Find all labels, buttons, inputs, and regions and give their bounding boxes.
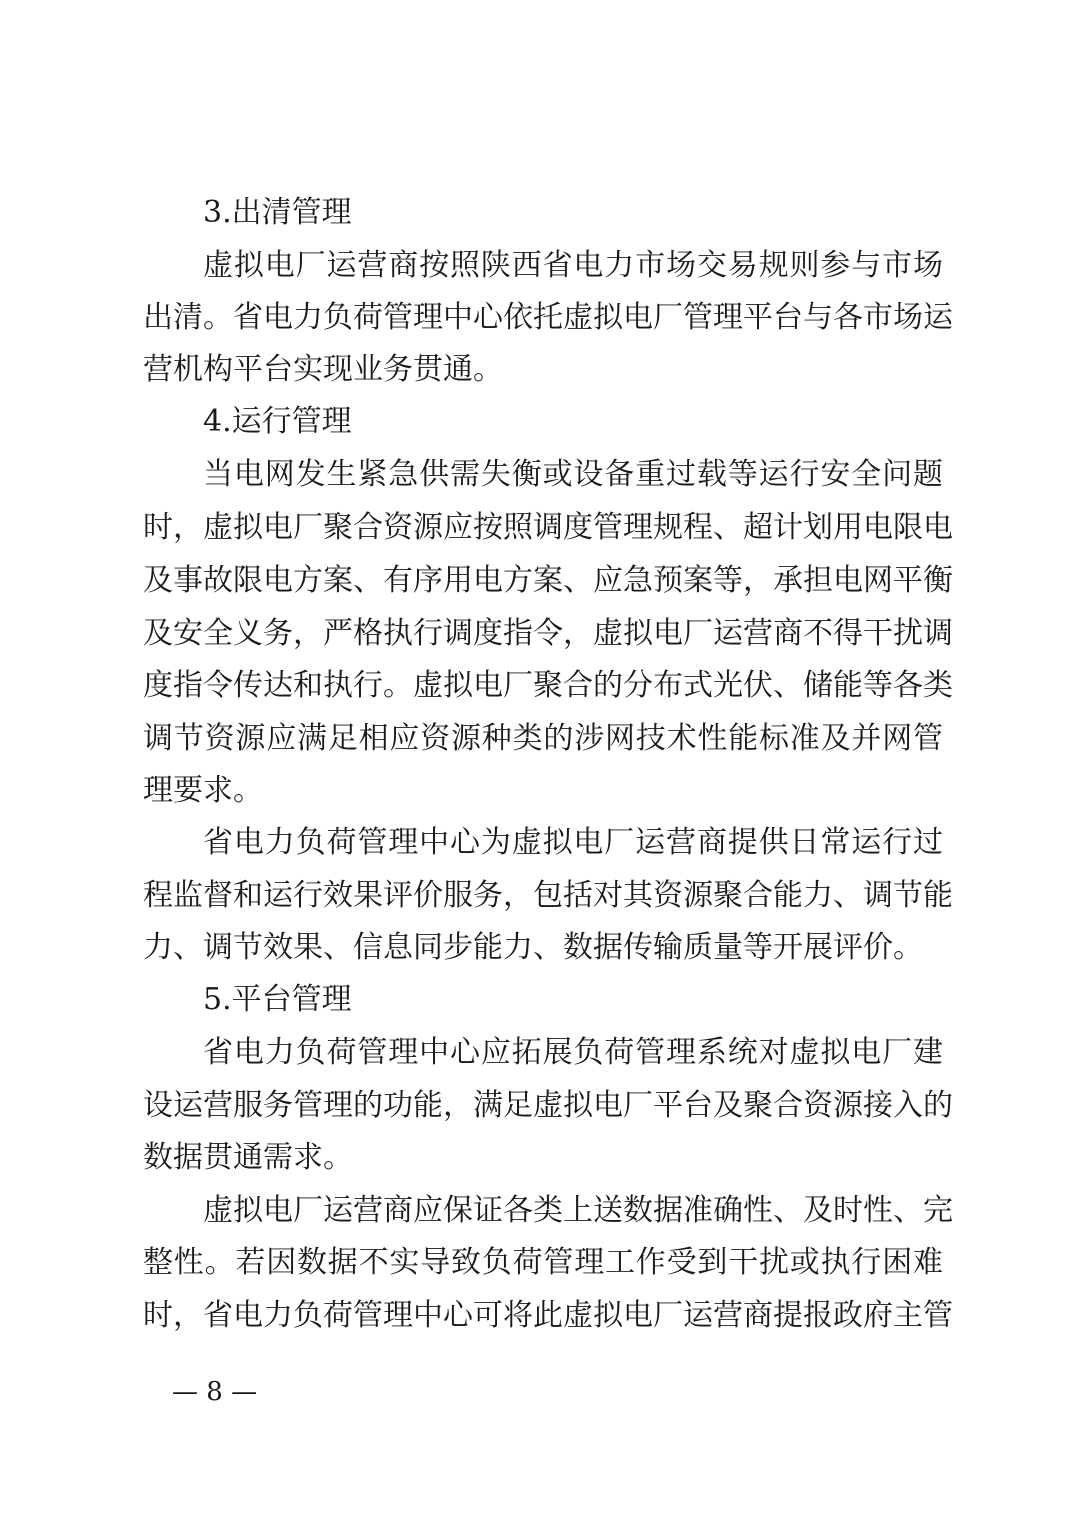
paragraph-line: 数据贯通需求。 — [143, 1140, 353, 1175]
section-heading-platform: 5.平台管理 — [203, 982, 352, 1017]
paragraph-line: 整性。若因数据不实导致负荷管理工作受到干扰或执行困难 — [143, 1245, 943, 1280]
section-heading-operation: 4.运行管理 — [203, 404, 352, 439]
paragraph-line: 设运营服务管理的功能，满足虚拟电厂平台及聚合资源接入的 — [143, 1088, 953, 1123]
page-number: — 8 — — [172, 1377, 258, 1407]
paragraph-line: 理要求。 — [143, 773, 263, 808]
paragraph-line: 及安全义务，严格执行调度指令，虚拟电厂运营商不得干扰调 — [143, 616, 953, 651]
paragraph-line: 虚拟电厂运营商按照陕西省电力市场交易规则参与市场 — [203, 248, 943, 283]
paragraph-line: 营机构平台实现业务贯通。 — [143, 352, 503, 387]
section-heading-clearing: 3.出清管理 — [203, 195, 352, 230]
paragraph-line: 虚拟电厂运营商应保证各类上送数据准确性、及时性、完 — [203, 1193, 953, 1228]
paragraph-line: 调节资源应满足相应资源种类的涉网技术性能标准及并网管 — [143, 721, 943, 756]
paragraph-line: 省电力负荷管理中心为虚拟电厂运营商提供日常运行过 — [203, 825, 943, 860]
paragraph-line: 时，省电力负荷管理中心可将此虚拟电厂运营商提报政府主管 — [143, 1298, 953, 1333]
paragraph-line: 程监督和运行效果评价服务，包括对其资源聚合能力、调节能 — [143, 878, 953, 913]
paragraph-line: 省电力负荷管理中心应拓展负荷管理系统对虚拟电厂建 — [203, 1035, 943, 1070]
paragraph-line: 当电网发生紧急供需失衡或设备重过载等运行安全问题 — [203, 457, 943, 492]
paragraph-line: 及事故限电方案、有序用电方案、应急预案等，承担电网平衡 — [143, 563, 953, 598]
paragraph-line: 力、调节效果、信息同步能力、数据传输质量等开展评价。 — [143, 930, 923, 965]
paragraph-line: 度指令传达和执行。虚拟电厂聚合的分布式光伏、储能等各类 — [143, 668, 953, 703]
paragraph-line: 出清。省电力负荷管理中心依托虚拟电厂管理平台与各市场运 — [143, 300, 953, 335]
paragraph-line: 时，虚拟电厂聚合资源应按照调度管理规程、超计划用电限电 — [143, 510, 953, 545]
